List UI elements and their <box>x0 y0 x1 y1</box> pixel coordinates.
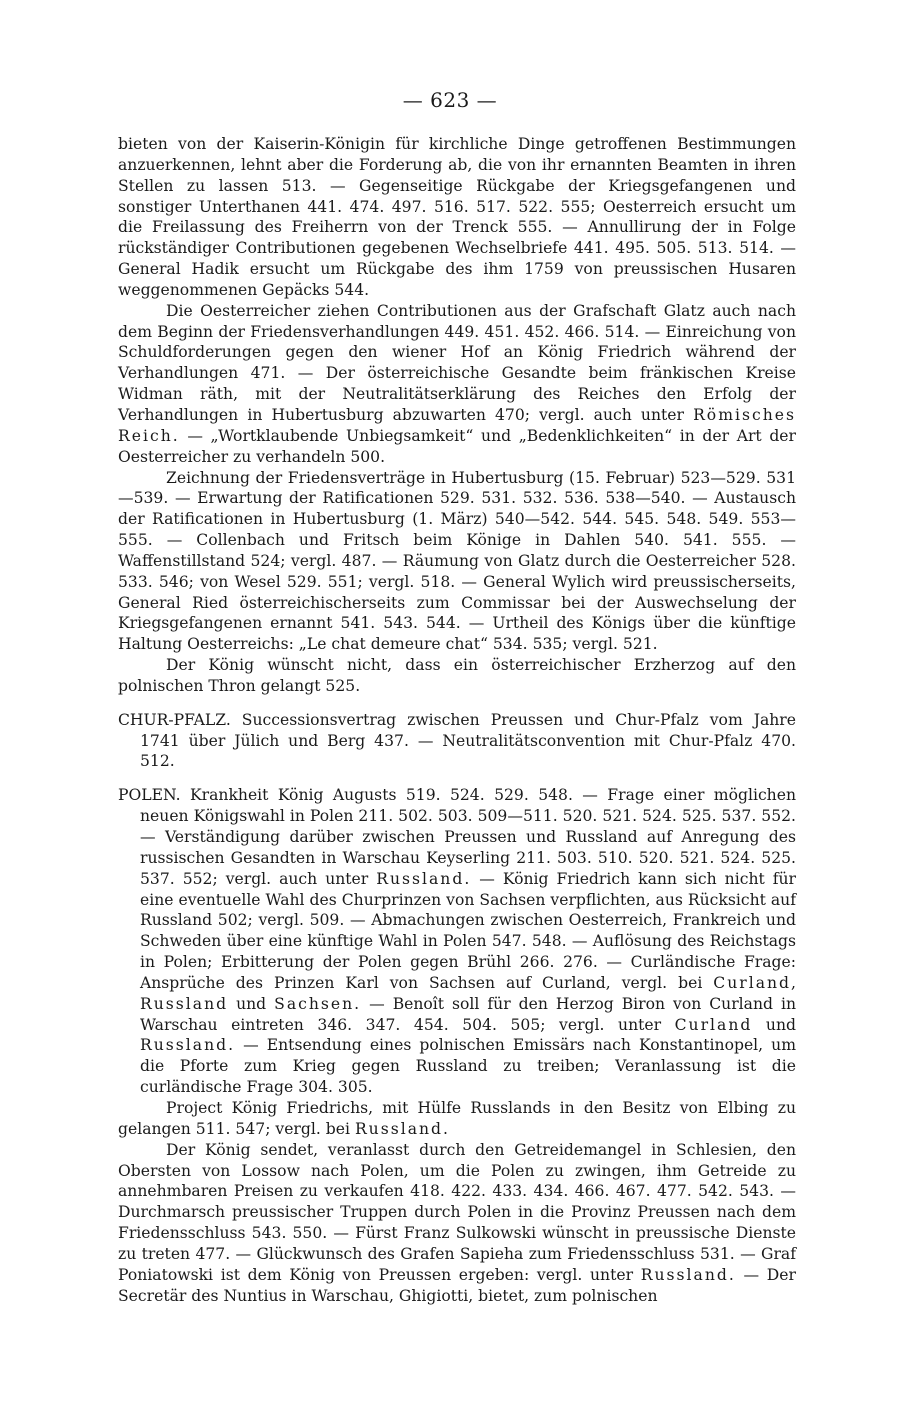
paragraph-polen-3 <box>118 1140 796 1307</box>
cross-reference: Römisches Reich. <box>118 405 796 445</box>
text-segment: Zeichnung der Friedensverträge in Hubertusburg (15. Februar) 523—529. 531—539. — Erwartung der Ratificationen 529. 531. 532. 536. 538—540. — Austausch der Ratificationen in Hubertusburg (1. März) 540—542. 544. 545. 548. 549. 553—555. — Collenbach und Fritsch beim Könige in Dahlen 540. 541. 555. — Waffenstillstand 524; vergl. 487. — Räumung von Glatz durch die Oesterreicher 528. 533. 546; von Wesel 529. 551; vergl. 518. — General Wylich wird preussischerseits, General Ried österreichischerseits zum Commissar bei der Auswechselung der Kriegsgefangenen ernannt 541. 543. 544. — Urtheil des Königs über die künftige Haltung Oesterreichs: „Le chat demeure chat“ 534. 535; vergl. 521. <box>118 468 796 654</box>
paragraph-oesterreich-1 <box>118 134 796 301</box>
text-segment: — „Wortklaubende Unbiegsamkeit“ und „Bedenklichkeiten“ in der Art der Oesterreicher zu verhandeln 500. <box>118 426 796 466</box>
text-segment: Krankheit König Augusts 519. 524. 529. 548. — Frage einer möglichen neuen Königswahl in Polen 211. 502. 503. 509—511. 520. 521. 524. 525. 537. 552. — Verständigung darüber zwischen Preussen und Russland auf Anregung des russischen Gesandten in Warschau Keyserling 211. 503. 510. 520. 521. 524. 525. 537. 552; vergl. auch unter <box>140 786 796 888</box>
paragraph-polen-2 <box>118 1098 796 1140</box>
paragraph-oesterreich-4 <box>118 655 796 697</box>
text-segment: , <box>791 973 796 992</box>
entry-chur-pfalz <box>118 710 796 773</box>
cross-reference: Russland. <box>640 1265 736 1284</box>
text-segment: — Benoît soll für den Herzog Biron von Curland in Warschau eintreten 346. 347. 454. 504. 505; vergl. unter <box>140 994 796 1034</box>
index-text <box>118 134 796 1306</box>
entry-polen <box>118 785 796 1098</box>
text-segment: Der König sendet, veranlasst durch den Getreidemangel in Schlesien, den Obersten von Lossow nach Polen, um die Polen zu zwingen, ihm Getreide zu annehmbaren Preisen zu verkaufen 418. 422. 433. 434. 466. 467. 477. 542. 543. — Durchmarsch preussischer Truppen durch Polen in die Provinz Preussen nach dem Friedensschluss 543. 550. — Fürst Franz Sulkowski wünscht in preussische Dienste zu treten 477. — Glückwunsch des Grafen Sapieha zum Friedensschluss 531. — Graf Poniatowski ist dem König von Preussen ergeben: vergl. unter <box>118 1140 796 1284</box>
text-segment: und <box>752 1015 796 1034</box>
text-segment: Der König wünscht nicht, dass ein österreichischer Erzherzog auf den polnischen Thron gelangt 525. <box>118 656 796 695</box>
cross-reference: Curland <box>674 1015 753 1034</box>
cross-reference: Russland. <box>376 869 472 888</box>
cross-reference: Russland. <box>354 1119 450 1138</box>
paragraph-oesterreich-3 <box>118 468 796 656</box>
entry-heading: CHUR-PFALZ. <box>118 710 231 729</box>
text-segment: Successionsvertrag zwischen Preussen und Chur-Pfalz vom Jahre 1741 über Jülich und Berg 437. — Neutralitätsconvention mit Chur-Pfalz 470. 512. <box>140 710 796 771</box>
text-segment: — Entsendung eines polnischen Emissärs nach Konstantinopel, um die Pforte zum Krieg gegen Russland zu treiben; Veranlassung ist die curländische Frage 304. 305. <box>140 1036 796 1097</box>
text-segment: Project König Friedrichs, mit Hülfe Russlands in den Besitz von Elbing zu gelangen 511. 547; vergl. bei <box>118 1098 796 1138</box>
cross-reference: Russland <box>140 994 229 1013</box>
paragraph-oesterreich-2 <box>118 301 796 468</box>
entry-heading: POLEN. <box>118 786 181 805</box>
text-segment: Die Oesterreicher ziehen Contributionen aus der Grafschaft Glatz auch nach dem Beginn der Friedensverhandlungen 449. 451. 452. 466. 514. — Einreichung von Schuldforderungen gegen den wiener Hof an König Friedrich während der Verhandlungen 471. — Der österreichische Gesandte beim fränkischen Kreise Widman räth, mit der Neutralitätserklärung des Reiches den Erfolg der Verhandlungen in Hubertusburg abzuwarten 470; vergl. auch unter <box>118 301 796 424</box>
cross-reference: Sachsen. <box>274 994 362 1013</box>
text-segment: — König Friedrich kann sich nicht für eine eventuelle Wahl des Churprinzen von Sachsen verpflichten, aus Rücksicht auf Russland 502; vergl. 509. — Abmachungen zwischen Oesterreich, Frankreich und Schweden über eine künftige Wahl in Polen 547. 548. — Auflösung des Reichstags in Polen; Erbitterung der Polen gegen Brühl 266. 276. — Curländische Frage: Ansprüche des Prinzen Karl von Sachsen auf Curland, vergl. bei <box>140 869 796 992</box>
text-segment: — Der Secretär des Nuntius in Warschau, Ghigiotti, bietet, zum polnischen <box>118 1265 796 1305</box>
cross-reference: Russland. <box>140 1036 236 1055</box>
page-number: — 623 — <box>402 88 498 112</box>
text-segment: bieten von der Kaiserin-Königin für kirchliche Dinge getroffenen Bestimmungen anzuerkennen, lehnt aber die Forderung ab, die von ihr ernannten Beamten in ihren Stellen zu lassen 513. — Gegenseitige Rückgabe der Kriegsgefangenen und sonstiger Unterthanen 441. 474. 497. 516. 517. 522. 555; Oesterreich ersucht um die Freilassung des Freiherrn von der Trenck 555. — Annullirung der in Folge rückständiger Contributionen gegebenen Wechselbriefe 441. 495. 505. 513. 514. — General Hadik ersucht um Rückgabe des ihm 1759 von preussischen Husaren weggenommenen Gepäcks 544. <box>118 135 796 299</box>
cross-reference: Curland <box>713 973 792 992</box>
text-segment: und <box>228 994 275 1013</box>
